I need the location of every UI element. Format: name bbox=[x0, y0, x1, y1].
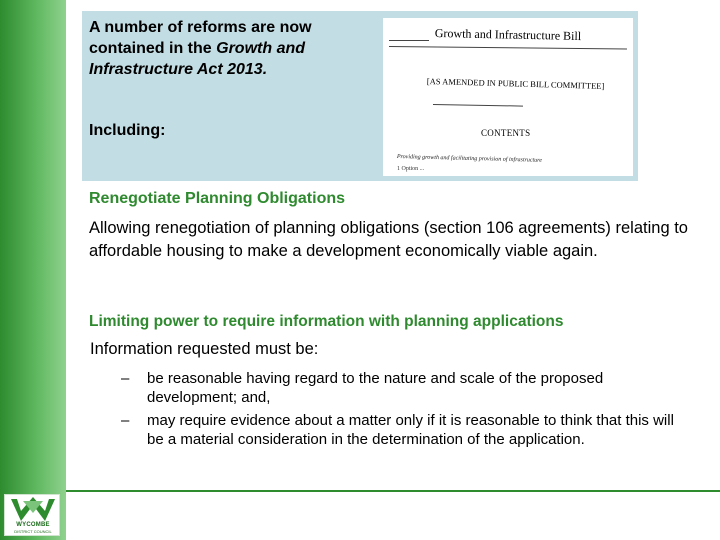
bill-contents-heading: CONTENTS bbox=[481, 128, 531, 138]
section1-heading: Renegotiate Planning Obligations bbox=[89, 190, 346, 207]
header-line: A number of reforms are now contained in the bbox=[89, 19, 312, 57]
requirements-list bbox=[121, 369, 691, 453]
dash-bullet: – bbox=[121, 412, 130, 429]
section1-body: Allowing renegotiation of planning obligations (section 106 agreements) relating to affordable housing to make a development economically viable again. bbox=[89, 219, 688, 260]
header-text bbox=[89, 17, 379, 80]
bill-title: Growth and Infrastructure Bill bbox=[434, 26, 582, 44]
bill-rule-line bbox=[389, 46, 627, 49]
left-green-bar bbox=[0, 0, 66, 540]
bill-small-text: Providing growth and facilitating provision of infrastructure bbox=[396, 154, 543, 164]
bill-small-text: 1 Option ... bbox=[397, 166, 425, 172]
list-item bbox=[121, 411, 691, 449]
including-label: Including: bbox=[89, 122, 166, 139]
bill-rule-line bbox=[389, 40, 429, 41]
bill-rule-line bbox=[433, 104, 523, 107]
section2-heading: Limiting power to require information with planning applications bbox=[89, 313, 564, 330]
dash-bullet: – bbox=[121, 370, 130, 387]
council-logo bbox=[4, 494, 60, 536]
section2-intro: Information requested must be: bbox=[90, 340, 319, 358]
footer-divider bbox=[66, 490, 720, 492]
list-item bbox=[121, 369, 691, 407]
bill-subtitle: [AS AMENDED IN PUBLIC BILL COMMITTEE] bbox=[426, 76, 605, 91]
logo-subtext: DISTRICT COUNCIL bbox=[14, 529, 52, 534]
logo-name: WYCOMBE bbox=[16, 522, 50, 528]
act-name: Growth and Infrastructure Act 2013. bbox=[89, 40, 306, 78]
list-item-text: be reasonable having regard to the nature and scale of the proposed development; and, bbox=[147, 370, 604, 406]
logo-emblem-icon bbox=[9, 497, 57, 523]
bill-cover-image bbox=[383, 18, 633, 176]
list-item-text: may require evidence about a matter only if it is reasonable to think that this will be a material consideration in the determination of the application. bbox=[147, 412, 674, 448]
